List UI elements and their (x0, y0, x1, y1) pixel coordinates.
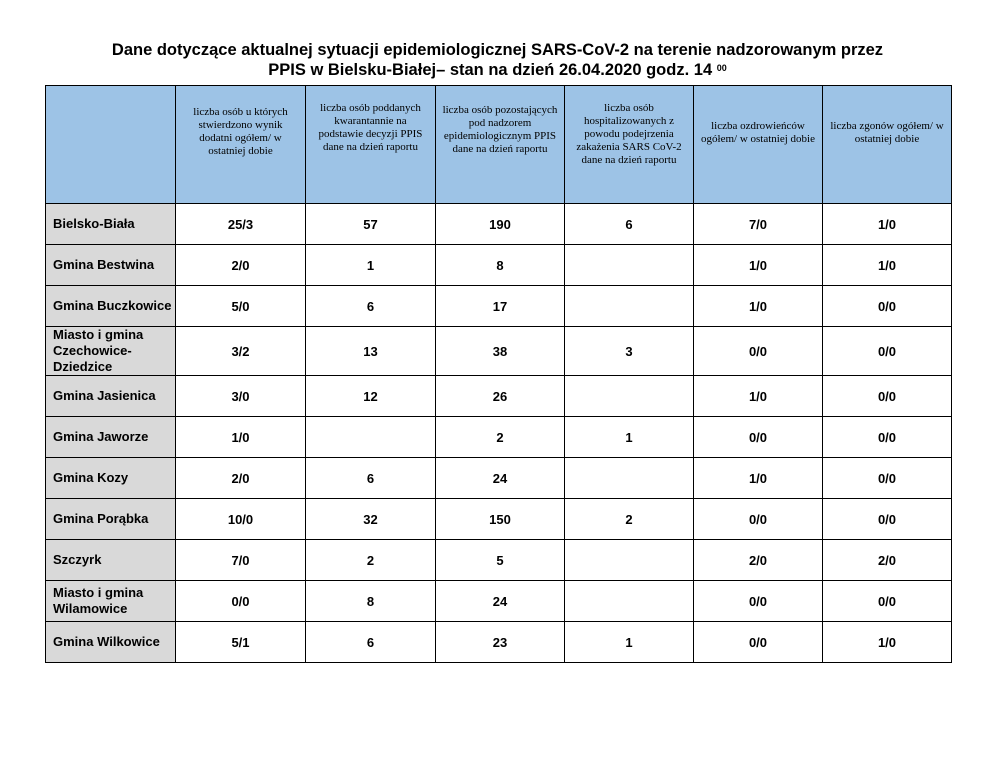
positive-cases-cell: 2/0 (176, 245, 306, 286)
table-row (46, 581, 952, 622)
region-name: Miasto i gmina Wilamowice (46, 581, 176, 622)
surveillance-cell: 17 (436, 286, 565, 327)
region-name: Gmina Jasienica (46, 376, 176, 417)
table-row (46, 286, 952, 327)
surveillance-cell: 5 (436, 540, 565, 581)
quarantine-cell (306, 417, 436, 458)
hospitalized-cell: 2 (565, 499, 694, 540)
deaths-cell: 0/0 (823, 417, 952, 458)
table-row (46, 417, 952, 458)
hospitalized-cell: 6 (565, 204, 694, 245)
surveillance-cell: 190 (436, 204, 565, 245)
region-name: Szczyrk (46, 540, 176, 581)
quarantine-cell: 57 (306, 204, 436, 245)
deaths-cell: 1/0 (823, 622, 952, 663)
quarantine-cell: 12 (306, 376, 436, 417)
region-name: Gmina Wilkowice (46, 622, 176, 663)
positive-cases-cell: 3/0 (176, 376, 306, 417)
recovered-cell: 1/0 (694, 286, 823, 327)
positive-cases-cell: 1/0 (176, 417, 306, 458)
region-name: Miasto i gmina Czechowice-Dziedzice (46, 327, 176, 376)
table-row (46, 327, 952, 376)
recovered-cell: 0/0 (694, 417, 823, 458)
quarantine-cell: 6 (306, 286, 436, 327)
title-line-2-text: PPIS w Bielsku-Białej– stan na dzień 26.04.2020 godz. 14 (268, 61, 713, 79)
header-deaths: liczba zgonów ogółem/ w ostatniej dobie (823, 86, 952, 204)
recovered-cell: 1/0 (694, 458, 823, 499)
hospitalized-cell (565, 376, 694, 417)
deaths-cell: 0/0 (823, 376, 952, 417)
quarantine-cell: 32 (306, 499, 436, 540)
quarantine-cell: 13 (306, 327, 436, 376)
deaths-cell: 1/0 (823, 245, 952, 286)
positive-cases-cell: 0/0 (176, 581, 306, 622)
table-row (46, 204, 952, 245)
document-title (0, 40, 995, 80)
recovered-cell: 0/0 (694, 499, 823, 540)
header-surveillance: liczba osób pozostających pod nadzorem epidemiologicznym PPIS dane na dzień raportu (436, 86, 565, 204)
hospitalized-cell: 1 (565, 622, 694, 663)
region-name: Gmina Porąbka (46, 499, 176, 540)
header-hospitalized: liczba osób hospitalizowanych z powodu podejrzenia zakażenia SARS CoV-2 dane na dzień raportu (565, 86, 694, 204)
table-row (46, 376, 952, 417)
hospitalized-cell (565, 581, 694, 622)
table-row (46, 499, 952, 540)
region-name: Bielsko-Biała (46, 204, 176, 245)
surveillance-cell: 2 (436, 417, 565, 458)
surveillance-cell: 8 (436, 245, 565, 286)
hospitalized-cell (565, 286, 694, 327)
recovered-cell: 0/0 (694, 622, 823, 663)
header-positive-cases: liczba osób u których stwierdzono wynik dodatni ogółem/ w ostatniej dobie (176, 86, 306, 204)
hospitalized-cell: 3 (565, 327, 694, 376)
hospitalized-cell: 1 (565, 417, 694, 458)
table-row (46, 540, 952, 581)
hospitalized-cell (565, 540, 694, 581)
positive-cases-cell: 5/1 (176, 622, 306, 663)
header-quarantine: liczba osób poddanych kwarantannie na podstawie decyzji PPIS dane na dzień raportu (306, 86, 436, 204)
table-row (46, 458, 952, 499)
deaths-cell: 1/0 (823, 204, 952, 245)
positive-cases-cell: 7/0 (176, 540, 306, 581)
table-header-row (46, 86, 952, 204)
table-row (46, 622, 952, 663)
surveillance-cell: 24 (436, 458, 565, 499)
surveillance-cell: 150 (436, 499, 565, 540)
region-name: Gmina Jaworze (46, 417, 176, 458)
title-line-1: Dane dotyczące aktualnej sytuacji epidemiologicznej SARS-CoV-2 na terenie nadzorowanym przez (111, 41, 884, 59)
deaths-cell: 0/0 (823, 286, 952, 327)
deaths-cell: 0/0 (823, 458, 952, 499)
table-row (46, 245, 952, 286)
surveillance-cell: 26 (436, 376, 565, 417)
recovered-cell: 0/0 (694, 327, 823, 376)
positive-cases-cell: 3/2 (176, 327, 306, 376)
header-recovered: liczba ozdrowieńców ogółem/ w ostatniej dobie (694, 86, 823, 204)
positive-cases-cell: 10/0 (176, 499, 306, 540)
quarantine-cell: 2 (306, 540, 436, 581)
hospitalized-cell (565, 458, 694, 499)
recovered-cell: 7/0 (694, 204, 823, 245)
quarantine-cell: 6 (306, 458, 436, 499)
positive-cases-cell: 2/0 (176, 458, 306, 499)
deaths-cell: 0/0 (823, 499, 952, 540)
deaths-cell: 0/0 (823, 581, 952, 622)
surveillance-cell: 38 (436, 327, 565, 376)
recovered-cell: 0/0 (694, 581, 823, 622)
title-line-2 (0, 60, 995, 80)
header-region (46, 86, 176, 204)
quarantine-cell: 6 (306, 622, 436, 663)
epidemiological-table (45, 85, 952, 663)
positive-cases-cell: 5/0 (176, 286, 306, 327)
region-name: Gmina Buczkowice (46, 286, 176, 327)
recovered-cell: 2/0 (694, 540, 823, 581)
hospitalized-cell (565, 245, 694, 286)
recovered-cell: 1/0 (694, 245, 823, 286)
positive-cases-cell: 25/3 (176, 204, 306, 245)
recovered-cell: 1/0 (694, 376, 823, 417)
region-name: Gmina Kozy (46, 458, 176, 499)
title-superscript: 00 (716, 63, 727, 73)
deaths-cell: 0/0 (823, 327, 952, 376)
deaths-cell: 2/0 (823, 540, 952, 581)
quarantine-cell: 1 (306, 245, 436, 286)
surveillance-cell: 23 (436, 622, 565, 663)
quarantine-cell: 8 (306, 581, 436, 622)
surveillance-cell: 24 (436, 581, 565, 622)
region-name: Gmina Bestwina (46, 245, 176, 286)
